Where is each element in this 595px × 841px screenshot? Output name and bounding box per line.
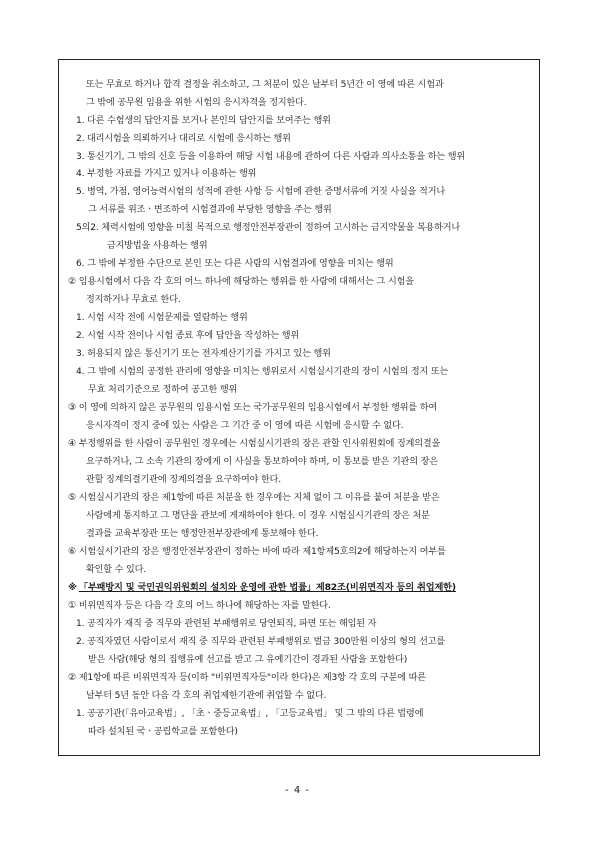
- text-line: 관할 징계의결기관에 징계의결을 요구하여야 한다.: [86, 475, 282, 485]
- text-line: 5의2. 체력시험에 영향을 미칠 목적으로 행정안전부장관이 정하여 고시하는 금지약물을 복용하거나: [76, 223, 461, 233]
- text-line: ④ 부정행위를 한 사람이 공무원인 경우에는 시험실시기관의 장은 관할 인사위원회에 징계의결을: [68, 439, 441, 449]
- text-line: 받은 사람(해당 형의 집행유예 선고를 받고 그 유예기간이 경과된 사람을 포함한다): [88, 655, 408, 665]
- text-line: 2. 대리시험을 의뢰하거나 대리로 시험에 응시하는 행위: [76, 134, 291, 144]
- text-line: ② 제1항에 따른 비위면직자 등(이하 "비위면직자등"이라 한다)은 제3항 각 호의 구분에 따른: [68, 673, 426, 683]
- text-line: 1. 다른 수험생의 답안지를 보거나 본인의 답안지를 보여주는 행위: [76, 116, 331, 126]
- text-line: 4. 부정한 자료를 가지고 있거나 이용하는 행위: [76, 169, 257, 179]
- text-line: 그 밖에 공무원 임용을 위한 시험의 응시자격을 정지한다.: [86, 98, 307, 108]
- text-line: ① 비위면직자 등은 다음 각 호의 어느 하나에 해당하는 자를 말한다.: [68, 601, 331, 611]
- text-line: 1. 공공기관(「유아교육법」, 「초ㆍ중등교육법」, 「고등교육법」 및 그 밖의 다른 법령에: [76, 709, 424, 719]
- text-line: 2. 시험 시작 전이나 시험 종료 후에 답안을 작성하는 행위: [76, 331, 300, 341]
- text-line: 사람에게 통지하고 그 명단을 관보에 게재하여야 한다. 이 경우 시험실시기관의 장은 처분: [86, 511, 430, 521]
- text-line: 결과를 교육부장관 또는 행정안전부장관에게 통보해야 한다.: [86, 529, 319, 539]
- text-line: 응시자격이 정지 중에 있는 사람은 그 기간 중 이 영에 따른 시험에 응시할 수 없다.: [86, 421, 404, 431]
- text-line: ⑤ 시험실시기관의 장은 제1항에 따른 처분을 한 경우에는 지체 없이 그 이유를 붙여 처분을 받은: [68, 493, 440, 503]
- text-line: 6. 그 밖에 부정한 수단으로 본인 또는 다른 사람의 시험결과에 영향을 미치는 행위: [76, 259, 394, 269]
- heading-text: 「부패방지 및 국민권익위원회의 설치와 운영에 관한 법률」제82조(비위면직자 등의 취업제한): [78, 582, 456, 593]
- text-line: 그 서류를 위조ㆍ변조하여 시험결과에 부당한 영향을 주는 행위: [88, 205, 332, 215]
- text-line: 금지방법을 사용하는 행위: [107, 241, 208, 251]
- text-line: 5. 병역, 가점, 영어능력시험의 성적에 관한 사항 등 시험에 관한 증명서류에 거짓 사실을 적거나: [76, 187, 445, 197]
- text-line: 따라 설치된 국ㆍ공립학교를 포함한다): [88, 727, 238, 737]
- text-line: 3. 허용되지 않은 통신기기 또는 전자계산기기를 가지고 있는 행위: [76, 349, 331, 359]
- text-line: 또는 무효로 하거나 합격 결정을 취소하고, 그 처분이 있은 날부터 5년간 이 영에 따른 시험과: [86, 80, 444, 90]
- text-line: 무효 처리기준으로 정하여 공고한 행위: [88, 385, 238, 395]
- text-line: ⑥ 시험실시기관의 장은 행정안전부장관이 정하는 바에 따라 제1항제5호의2에 해당하는지 여부를: [68, 547, 446, 557]
- text-line: 확인할 수 있다.: [86, 565, 147, 575]
- text-line: 정지하거나 무효로 한다.: [86, 295, 181, 305]
- text-line: 2. 공직자였던 사람이로서 재직 중 직무와 관련된 부패행위로 벌금 300만원 이상의 형의 선고를: [76, 637, 446, 647]
- reference-mark-icon: ※: [68, 582, 77, 593]
- page-number: - 4 -: [285, 785, 310, 796]
- section-heading: [68, 582, 456, 594]
- text-line: 3. 통신기기, 그 밖의 신호 등을 이용하여 해당 시험 내용에 관하여 다른 사람과 의사소통을 하는 행위: [76, 152, 465, 162]
- text-line: ③ 이 영에 의하지 않은 공무원의 임용시험 또는 국가공무원의 임용시험에서 부정한 행위를 하여: [68, 403, 438, 413]
- text-line: 1. 공직자가 재직 중 직무와 관련된 부패행위로 당연퇴직, 파면 또는 해임된 자: [76, 619, 377, 629]
- text-line: 날부터 5년 동안 다음 각 호의 취업제한기관에 취업할 수 없다.: [86, 691, 327, 701]
- text-line: 4. 그 밖에 시험의 공정한 관리에 영향을 미치는 행위로서 시험실시기관의 장이 시험의 정지 또는: [76, 367, 449, 377]
- text-line: 요구하거나, 그 소속 기관의 장에게 이 사실을 통보하여야 하며, 이 통보를 받은 기관의 장은: [86, 457, 438, 467]
- text-line: ② 임용시험에서 다음 각 호의 어느 하나에 해당하는 행위를 한 사람에 대해서는 그 시험을: [68, 277, 414, 287]
- text-line: 1. 시험 시작 전에 시험문제를 열람하는 행위: [76, 313, 248, 323]
